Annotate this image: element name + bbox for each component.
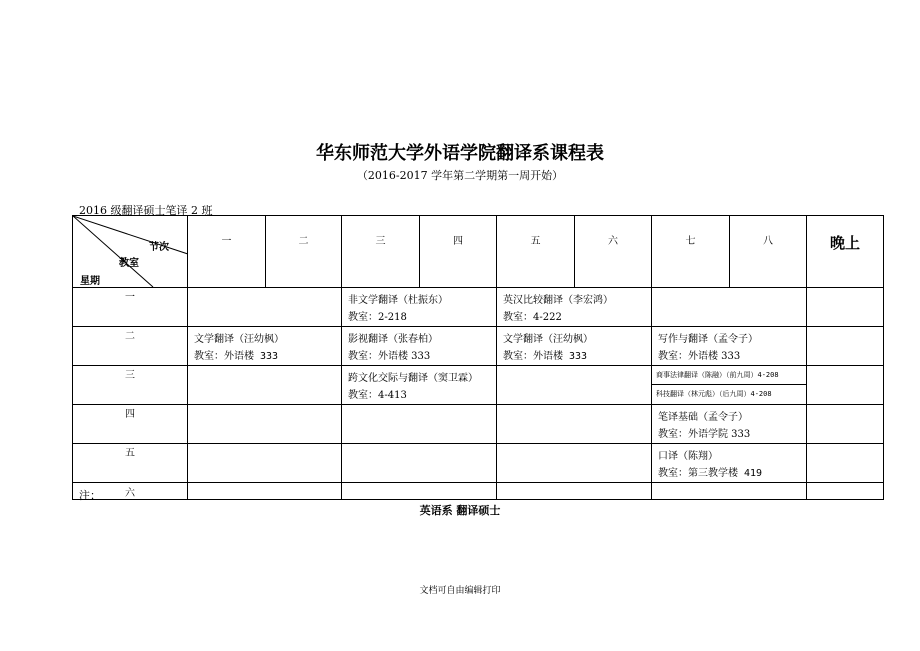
course-room: 教室：4-413: [348, 390, 407, 401]
period-header-7: 七: [652, 216, 730, 288]
empty-cell: [188, 405, 342, 444]
course-first-half: 商事法律翻译（陈融）（前九周）4-208: [652, 366, 806, 385]
course-room: 教室：4-222: [503, 312, 562, 323]
course-room: 教室：2-218: [348, 312, 407, 323]
day-label-saturday: 六: [73, 483, 188, 500]
page-subtitle: （2016-2017 学年第二学期第一周开始）: [356, 169, 564, 182]
course-cell: [342, 327, 497, 366]
empty-cell: [188, 366, 342, 405]
empty-cell: [807, 444, 884, 483]
period-header-evening: 晚上: [807, 216, 884, 288]
course-cell: [497, 288, 652, 327]
table-row-monday: [73, 288, 884, 327]
empty-cell: [188, 444, 342, 483]
course-cell: [188, 327, 342, 366]
day-label-tuesday: 二: [73, 327, 188, 366]
table-row-friday: [73, 444, 884, 483]
empty-cell: [342, 405, 497, 444]
course-cell: [497, 327, 652, 366]
period-header-2: 二: [266, 216, 342, 288]
empty-cell: [188, 288, 342, 327]
course-name: 文学翻译（汪幼枫）: [503, 334, 593, 345]
course-cell: [652, 405, 807, 444]
period-header-3: 三: [342, 216, 420, 288]
course-name: 写作与翻译（孟令子）: [658, 334, 758, 345]
page-title: 华东师范大学外语学院翻译系课程表: [316, 143, 604, 164]
empty-cell: [652, 288, 807, 327]
corner-weekday-label: 星期: [80, 276, 100, 287]
table-row-saturday: [73, 483, 884, 500]
course-name: 英汉比较翻译（李宏鸿）: [503, 295, 613, 306]
period-header-6: 六: [575, 216, 652, 288]
course-room: 教室：外语楼 333: [503, 351, 588, 362]
empty-cell: [807, 288, 884, 327]
empty-cell: [497, 444, 652, 483]
course-name: 笔译基础（孟令子）: [658, 412, 748, 423]
period-header-1: 一: [188, 216, 266, 288]
course-cell: [342, 366, 497, 405]
empty-cell: [652, 483, 807, 500]
day-label-wednesday: 三: [73, 366, 188, 405]
note-label: 注：: [79, 489, 101, 502]
period-header-8: 八: [730, 216, 807, 288]
class-label: 2016 级翻译硕士笔译 2 班: [79, 204, 213, 217]
day-label-thursday: 四: [73, 405, 188, 444]
course-room: 教室：外语楼 333: [348, 351, 431, 362]
table-row-tuesday: [73, 327, 884, 366]
course-name: 跨文化交际与翻译（窦卫霖）: [348, 373, 478, 384]
course-room: 教室：外语楼 333: [194, 351, 279, 362]
corner-period-label: 节次: [149, 242, 169, 253]
empty-cell: [342, 483, 497, 500]
empty-cell: [807, 327, 884, 366]
corner-cell: [73, 216, 188, 288]
empty-cell: [188, 483, 342, 500]
schedule-table: [72, 215, 884, 500]
course-name: 影视翻译（张春柏）: [348, 334, 438, 345]
corner-room-label: 教室: [119, 258, 139, 269]
empty-cell: [342, 444, 497, 483]
period-header-5: 五: [497, 216, 575, 288]
header-row: [73, 216, 884, 288]
course-room: 教室：外语楼 333: [658, 351, 741, 362]
table-row-thursday: [73, 405, 884, 444]
course-cell: [652, 444, 807, 483]
empty-cell: [497, 483, 652, 500]
course-room: 教室：第三教学楼 419: [658, 468, 763, 479]
empty-cell: [807, 405, 884, 444]
empty-cell: [497, 405, 652, 444]
course-name: 非文学翻译（杜振东）: [348, 295, 448, 306]
course-second-half: 科技翻译（林元彪）（后九周）4-208: [656, 390, 772, 398]
day-label-friday: 五: [73, 444, 188, 483]
course-room: 教室：外语学院 333: [658, 429, 751, 440]
period-header-4: 四: [420, 216, 497, 288]
department-label: 英语系 翻译硕士: [419, 504, 501, 517]
course-cell-split: [652, 366, 807, 405]
day-label-monday: 一: [73, 288, 188, 327]
course-cell: [342, 288, 497, 327]
empty-cell: [807, 366, 884, 405]
course-name: 口译（陈翔）: [658, 451, 718, 462]
footer-text: 文档可自由编辑打印: [419, 586, 501, 596]
table-row-wednesday: [73, 366, 884, 405]
course-name: 文学翻译（汪幼枫）: [194, 334, 284, 345]
empty-cell: [497, 366, 652, 405]
course-cell: [652, 327, 807, 366]
empty-cell: [807, 483, 884, 500]
